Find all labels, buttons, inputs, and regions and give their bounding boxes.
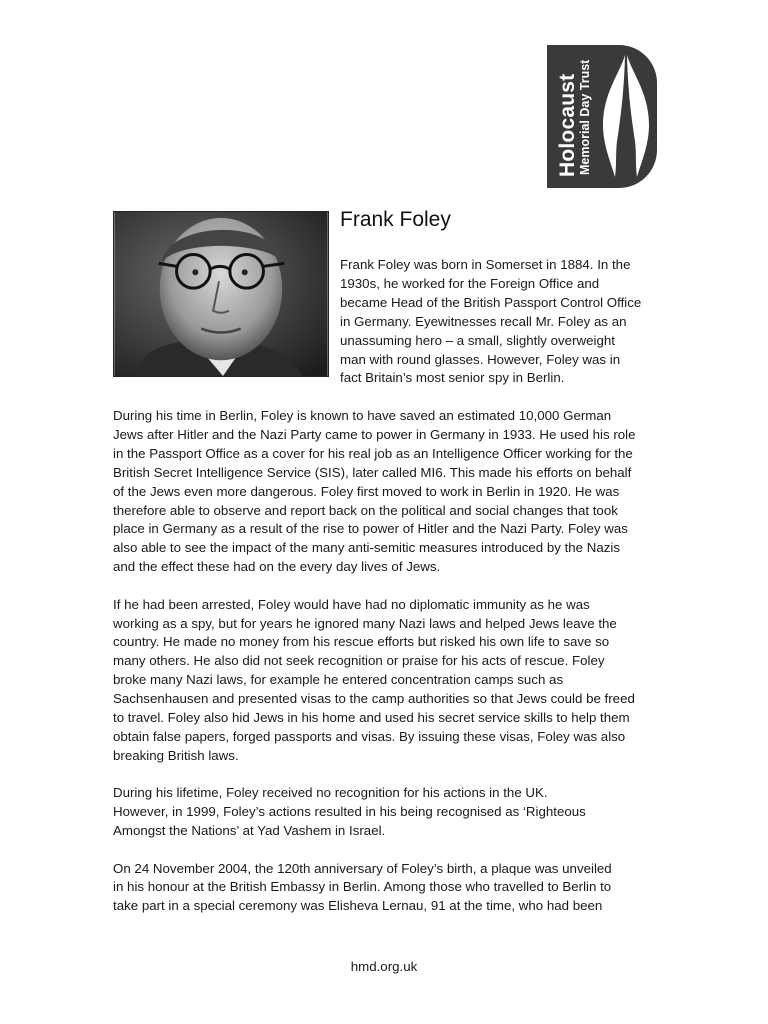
- paragraph-line: On 24 November 2004, the 120th anniversary of Foley’s birth, a plaque was unveiled: [113, 860, 612, 876]
- paragraph-line: working as a spy, but for years he ignored many Nazi laws and helped Jews leave the: [113, 615, 617, 631]
- paragraph-line: Jews after Hitler and the Nazi Party came to power in Germany in 1933. He used his role: [113, 426, 636, 442]
- paragraph-line: broke many Nazi laws, for example he entered concentration camps such as: [113, 672, 564, 688]
- intro-paragraph: [340, 256, 660, 388]
- paragraph-line: and the effect these had on the every day lives of Jews.: [113, 559, 441, 575]
- paragraph-line: place in Germany as a result of the rise to power of Hitler and the Nazi Party. Foley was: [113, 521, 628, 537]
- paragraph-line: Sachsenhausen and presented visas to the camp authorities so that Jews could be freed: [113, 691, 635, 707]
- logo-subtitle: Memorial Day Trust: [578, 59, 592, 175]
- paragraph-line: take part in a special ceremony was Elisheva Lernau, 91 at the time, who had been: [113, 898, 603, 914]
- paragraph-line: If he had been arrested, Foley would have had no diplomatic immunity as he was: [113, 596, 590, 612]
- intro-line: became Head of the British Passport Control Office: [340, 294, 642, 310]
- logo-title: Holocaust: [556, 73, 579, 177]
- body-paragraph: [113, 596, 658, 766]
- article-body: [113, 407, 658, 935]
- intro-line: fact Britain’s most senior spy in Berlin.: [340, 370, 565, 386]
- paragraph-line: many others. He also did not seek recognition or praise for his acts of rescue. Foley: [113, 653, 605, 669]
- footer-url: hmd.org.uk: [350, 959, 418, 974]
- body-paragraph: [113, 860, 658, 917]
- paragraph-line: During his lifetime, Foley received no recognition for his actions in the UK.: [113, 785, 548, 801]
- paragraph-line: British Secret Intelligence Service (SIS), later called MI6. This made his efforts on behalf: [113, 464, 632, 480]
- paragraph-line: country. He made no money from his rescue efforts but risked his own life to save so: [113, 634, 610, 650]
- paragraph-line: in the Passport Office as a cover for his real job as an Intelligence Officer working for the: [113, 445, 633, 461]
- paragraph-line: During his time in Berlin, Foley is known to have saved an estimated 10,000 German: [113, 408, 612, 423]
- paragraph-line: breaking British laws.: [113, 747, 239, 763]
- paragraph-line: in his honour at the British Embassy in Berlin. Among those who travelled to Berlin to: [113, 879, 612, 895]
- body-paragraph: [113, 407, 658, 577]
- paragraph-line: obtain false papers, forged passports and visas. By issuing these visas, Foley was also: [113, 729, 626, 744]
- paragraph-line: Amongst the Nations’ at Yad Vashem in Israel.: [113, 823, 386, 839]
- paragraph-line: also able to see the impact of the many anti-semitic measures introduced by the Nazis: [113, 540, 621, 556]
- intro-line: man with round glasses. However, Foley was in: [340, 351, 621, 367]
- intro-line: in Germany. Eyewitnesses recall Mr. Foley as an: [340, 313, 627, 329]
- paragraph-line: therefore able to observe and report back on the political and social changes that took: [113, 502, 618, 518]
- paragraph-line: of the Jews even more dangerous. Foley first moved to work in Berlin in 1920. He was: [113, 483, 620, 499]
- intro-line: Frank Foley was born in Somerset in 1884. In the: [340, 257, 631, 272]
- intro-line: unassuming hero – a small, slightly overweight: [340, 332, 615, 348]
- logo-text: [548, 45, 598, 188]
- portrait-photo: [113, 211, 329, 377]
- intro-line: 1930s, he worked for the Foreign Office and: [340, 275, 600, 291]
- article-title: Frank Foley: [340, 208, 451, 231]
- paragraph-line: However, in 1999, Foley’s actions resulted in his being recognised as ‘Righteous: [113, 804, 586, 820]
- paragraph-line: to travel. Foley also hid Jews in his home and used his secret service skills to help them: [113, 710, 630, 726]
- body-paragraph: [113, 784, 658, 841]
